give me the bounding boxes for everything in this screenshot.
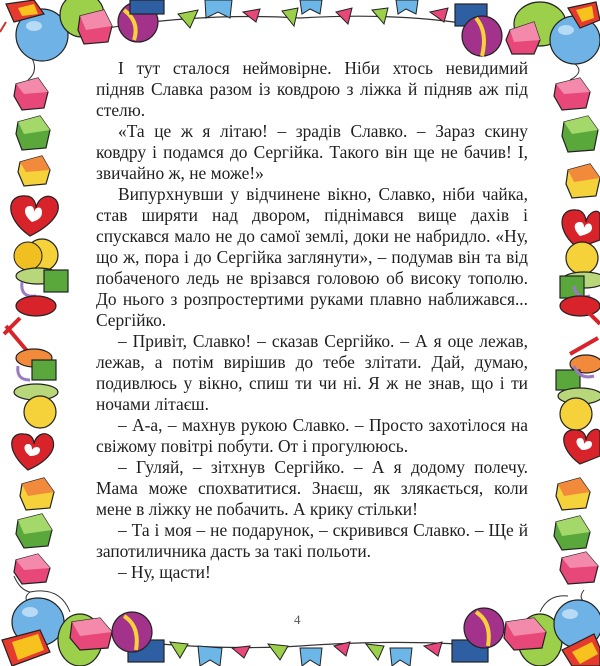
bunting-flag-icon: [396, 0, 418, 14]
ring-toy-icon: [14, 384, 58, 400]
bunting-flag-icon: [205, 0, 232, 18]
ball-icon: [566, 242, 598, 274]
bunting-flag-icon: [334, 642, 350, 656]
ring-toy-icon: [16, 268, 60, 284]
bunting-flag-icon: [430, 8, 448, 22]
balloon-icon: [554, 600, 600, 648]
bunting-flag-icon: [243, 9, 260, 22]
toy-cube-icon: [70, 618, 112, 650]
balloon-icon: [12, 598, 64, 646]
bunting-flag-icon: [170, 642, 188, 658]
balloon-icon: [518, 614, 562, 666]
toy-cube-icon: [455, 4, 487, 26]
bunting-flag-icon: [178, 10, 198, 28]
heart-toy-icon: [564, 429, 600, 464]
left-toy-column: [4, 78, 68, 584]
toy-cube-icon: [14, 78, 48, 110]
toy-cube-icon: [128, 640, 164, 662]
ball-icon: [462, 16, 502, 56]
balloon-icon: [16, 9, 68, 61]
heart-toy-icon: [562, 210, 600, 248]
bunting-flag-icon: [390, 648, 412, 666]
bottom-left-toys: [2, 576, 164, 666]
ball-icon: [112, 612, 152, 652]
toy-cube-icon: [18, 156, 50, 186]
toy-cube-icon: [16, 116, 50, 150]
balloon-icon: [60, 0, 104, 37]
heart-toy-icon: [11, 196, 59, 236]
paragraph: Випурхнувши у відчинене вікно, Славко, ніби чайка, став ширяти над двором, піднімався вище дахів і спускався мало не до самої землі, доки не набридло. «Ну, що ж, пора і до Сергійка заглянути», – подумав він та від побаченого ледь не врізався головою об високу тополю. До нього з розпростертими руками плавно наближався... Сергійко.: [96, 184, 528, 330]
toy-cube-icon: [504, 618, 546, 650]
bunting-flag-icon: [268, 644, 288, 660]
toy-cube-icon: [556, 478, 590, 510]
kite-icon: [568, 2, 600, 28]
bunting-flag-icon: [336, 8, 352, 24]
right-toy-column: [554, 78, 600, 584]
toy-cube-icon: [554, 78, 590, 110]
bunting-flag-icon: [300, 648, 322, 666]
bunting-flag-icon: [232, 646, 250, 658]
toy-cube-icon: [20, 478, 54, 510]
kite-icon: [6, 0, 44, 22]
ring-toy-icon: [558, 388, 600, 404]
toy-cube-icon: [562, 116, 598, 152]
bottom-bunting: [160, 642, 460, 666]
bunting-flag-icon: [300, 0, 322, 14]
ball-icon: [560, 398, 592, 430]
ring-toy-icon: [562, 272, 600, 288]
bunting-flag-icon: [282, 8, 298, 26]
kite-icon: [562, 634, 600, 666]
toy-cube-icon: [560, 552, 598, 584]
paragraph: – А-а, – махнув рукою Славко. – Просто захотілося на свіжому повітрі побути. От і прогулююсь.: [96, 415, 528, 456]
toy-cube-icon: [554, 516, 590, 550]
balloon-icon: [550, 16, 600, 64]
ball-icon: [24, 396, 56, 428]
paragraph: – Привіт, Славко! – сказав Сергійко. – А я оце лежав, лежав, а потім вирішив до тебе злітати. Дай, думаю, подивлюсь у вікно, спиш ти чи ні. Я ж не знав, що і ти ночами літаєш.: [96, 331, 528, 414]
ball-icon: [26, 239, 58, 271]
balloon-icon: [58, 614, 102, 666]
toy-cube-icon: [78, 10, 112, 44]
toy-cube-icon: [130, 0, 164, 14]
toy-cube-icon: [452, 640, 488, 662]
page-number: 4: [294, 612, 301, 627]
bunting-flag-icon: [372, 8, 388, 24]
toy-cube-icon: [14, 554, 50, 584]
bottom-right-toys: [452, 590, 600, 666]
toy-cube-icon: [16, 514, 52, 548]
paragraph: І тут сталося неймовірне. Ніби хтось невидимий підняв Славка разом із ковдрою з ліжка й підняв аж під стелю.: [96, 58, 528, 120]
paragraph: «Та це ж я літаю! – зрадів Славко. – Зараз скину ковдру і подамся до Сергійка. Такого він ще не бачив! І, звичайно ж, не може!»: [96, 121, 528, 183]
top-bunting: [95, 0, 480, 30]
paragraph: – Гуляй, – зітхнув Сергійко. – А я додому полечу. Мама може спохватитися. Знаєш, як злякається, коли мене в ліжку не побачить. А крику стільки!: [96, 457, 528, 519]
story-text: [96, 58, 528, 583]
bunting-flag-icon: [424, 642, 442, 656]
kite-icon: [2, 630, 50, 666]
bunting-flag-icon: [366, 644, 384, 660]
toy-cube-icon: [506, 22, 540, 54]
paragraph: – Ну, щасти!: [118, 562, 211, 582]
ball-icon: [464, 608, 504, 648]
heart-toy-icon: [12, 434, 54, 470]
balloon-icon: [514, 2, 566, 46]
bunting-flag-icon: [198, 646, 222, 666]
toy-cube-icon: [566, 164, 600, 198]
ball-icon: [118, 2, 158, 42]
paragraph: – Та і моя – не подарунок, – скривився Славко. – Ще й запотиличника дасть за такі польоти.: [96, 520, 528, 561]
